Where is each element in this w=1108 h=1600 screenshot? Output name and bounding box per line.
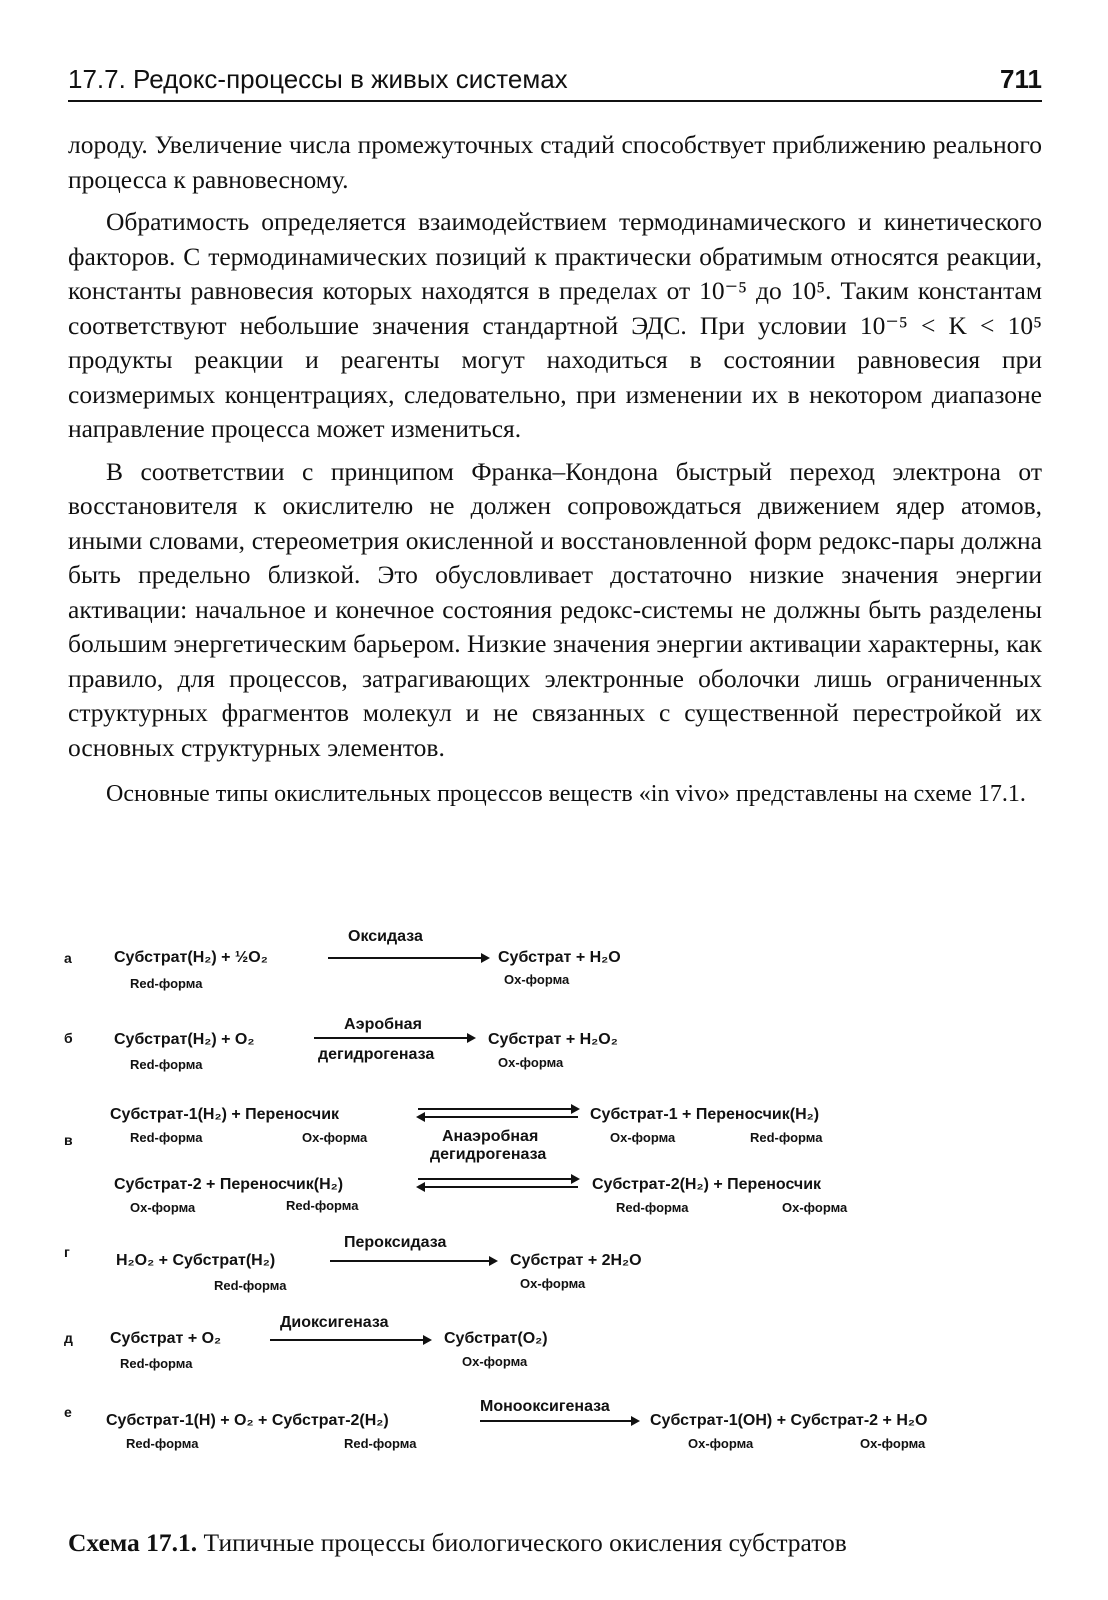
red-form-label: Red-форма [120, 1356, 193, 1371]
ox-form-label: Ох-форма [520, 1276, 586, 1291]
equilibrium-arrow-forward [418, 1178, 578, 1180]
page-number: 711 [1000, 64, 1042, 94]
enzyme-b-bottom: дегидрогеназа [318, 1046, 435, 1063]
reaction-b-right: Субстрат + H₂O₂ [488, 1031, 618, 1048]
ox-form-label: Ох-форма [302, 1130, 368, 1145]
red-form-label: Red-форма [750, 1130, 823, 1145]
reaction-g-right: Субстрат + 2H₂O [510, 1252, 642, 1269]
reaction-letter: б [64, 1030, 73, 1046]
ox-form-label: Ох-форма [860, 1436, 926, 1451]
paragraph: Основные типы окислительных процессов веществ «in vivo» представлены на схеме 17.1. [106, 781, 1026, 807]
running-header [68, 64, 1042, 102]
equilibrium-arrow-forward [418, 1108, 578, 1110]
ox-form-label: Ох-форма [462, 1354, 528, 1369]
reaction-b-left: Субстрат(H₂) + O₂ [114, 1031, 255, 1048]
chapter-title: 17.7. Редокс-процессы в живых системах [68, 64, 568, 94]
reaction-a-left: Субстрат(H₂) + ½O₂ [114, 949, 268, 966]
reaction-letter: д [64, 1330, 73, 1346]
reaction-v-row1-left: Субстрат-1(H₂) + Переносчик [110, 1106, 340, 1123]
reaction-arrow [328, 957, 488, 959]
paragraph: Обратимость определяется взаимодействием термодинамического и кинетического факторов. С термодинамических позиций к практически обратимым относятся реакции, константы равновесия которых находятся в пределах от 10⁻⁵ до 10⁵. Таким константам соответствуют небольшие значения стандартной ЭДС. При условии 10⁻⁵ < K < 10⁵ продукты реакции и реагенты могут находиться в состоянии равновесия при соизмеримых концентрациях, следовательно, при изменении их в некотором диапазоне направление процесса может измениться. [68, 207, 1042, 443]
ox-form-label: Ох-форма [782, 1200, 848, 1215]
red-form-label: Red-форма [130, 976, 203, 991]
reaction-e-left: Субстрат-1(H) + O₂ + Субстрат-2(H₂) [106, 1412, 389, 1429]
equilibrium-arrow-reverse [418, 1186, 578, 1188]
reaction-letter: е [64, 1404, 72, 1420]
ox-form-label: Ох-форма [498, 1055, 564, 1070]
reaction-letter: а [64, 950, 72, 966]
enzyme-e: Монооксигеназа [480, 1398, 610, 1415]
red-form-label: Red-форма [126, 1436, 199, 1451]
reaction-v-row2-left: Субстрат-2 + Переносчик(H₂) [114, 1176, 344, 1193]
reaction-arrow [314, 1037, 474, 1039]
body-text [68, 128, 1042, 810]
caption-text: Типичные процессы биологического окисления субстратов [203, 1528, 847, 1557]
reaction-d-left: Субстрат + O₂ [110, 1330, 222, 1347]
reaction-v-row1-right: Субстрат-1 + Переносчик(H₂) [590, 1106, 820, 1123]
reaction-arrow [480, 1420, 638, 1422]
reaction-e-right: Субстрат-1(OH) + Субстрат-2 + H₂O [650, 1412, 928, 1429]
ox-form-label: Ох-форма [688, 1436, 754, 1451]
paragraph: лороду. Увеличение числа промежуточных стадий способствует приближению реального процесса к равновесному. [68, 130, 1042, 194]
red-form-label: Red-форма [286, 1198, 359, 1213]
header-rule [68, 100, 1042, 102]
red-form-label: Red-форма [130, 1057, 203, 1072]
reaction-d-right: Субстрат(O₂) [444, 1330, 548, 1347]
equilibrium-arrow-reverse [418, 1116, 578, 1118]
red-form-label: Red-форма [214, 1278, 287, 1293]
enzyme-d: Диоксигеназа [280, 1314, 389, 1331]
ox-form-label: Ох-форма [504, 972, 570, 987]
caption-label: Схема 17.1. [68, 1528, 198, 1557]
ox-form-label: Ох-форма [130, 1200, 196, 1215]
reaction-g-left: H₂O₂ + Субстрат(H₂) [116, 1252, 276, 1269]
reaction-letter: г [64, 1244, 70, 1260]
reaction-a-right: Субстрат + H₂O [498, 949, 621, 966]
reaction-arrow [270, 1339, 430, 1341]
enzyme-v-bottom: дегидрогеназа [430, 1146, 547, 1163]
enzyme-g: Пероксидаза [344, 1234, 447, 1251]
red-form-label: Red-форма [616, 1200, 689, 1215]
enzyme-a: Оксидаза [348, 928, 423, 945]
reaction-arrow [330, 1260, 496, 1262]
ox-form-label: Ох-форма [610, 1130, 676, 1145]
enzyme-v-top: Анаэробная [442, 1128, 539, 1145]
reaction-letter: в [64, 1132, 73, 1148]
scheme-17-1 [62, 928, 1052, 1510]
paragraph: В соответствии с принципом Франка–Кондона быстрый переход электрона от восстановителя к окислителю не должен сопровождаться движением ядер атомов, иными словами, стереометрия окисленной и восстановленной форм редокс-пары должна быть предельно близкой. Это обусловливает достаточно низкие значения энергии активации: начальное и конечное состояния редокс-системы не должны быть разделены большим энергетическим барьером. Низкие значения энергии активации характерны, как правило, для процессов, затрагивающих электронные оболочки лишь ограниченных структурных фрагментов молекул и не связанных с существенной перестройкой их основных структурных элементов. [68, 456, 1042, 762]
red-form-label: Red-форма [130, 1130, 203, 1145]
enzyme-b-top: Аэробная [344, 1016, 422, 1033]
scheme-caption [68, 1528, 1042, 1558]
red-form-label: Red-форма [344, 1436, 417, 1451]
reaction-v-row2-right: Субстрат-2(H₂) + Переносчик [592, 1176, 822, 1193]
